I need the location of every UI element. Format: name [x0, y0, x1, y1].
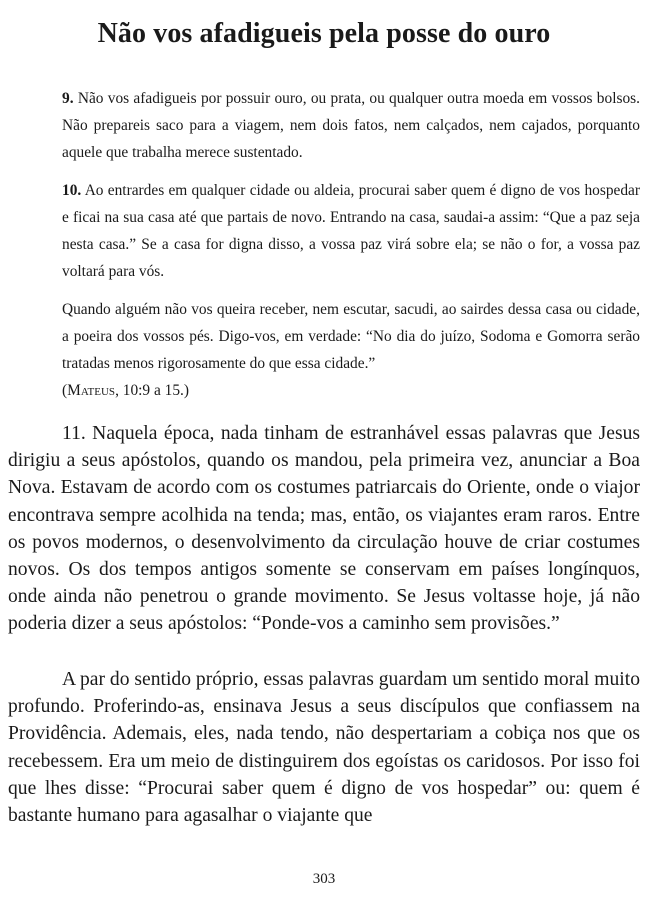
- paragraph-12: [8, 666, 640, 829]
- paragraph-text: Naquela época, nada tinham de estranhável essas palavras que Jesus dirigiu a seus apóstolos, quando os mandou, pela primeira vez, anunciar a Boa Nova. Estavam de acordo com os costumes patriarcais do Oriente, onde o viajor encontrava sempre acolhida na tenda; mas, então, os viajantes eram raros. Entre os povos modernos, o desenvolvimento da circulação houve de criar costumes novos. Os dos tempos antigos somente se conservam em países longínquos, onde ainda não penetrou o grande movimento. Se Jesus voltasse hoje, já não poderia dizer a seus apóstolos: “Ponde-vos a caminho sem provisões.”: [8, 423, 640, 635]
- verse-text: Ao entrardes em qualquer cidade ou aldeia, procurai saber quem é digno de vos hospedar e ficai na sua casa até que partais de novo. Entrando na casa, saudai-a assim: “Que a paz seja nesta casa.” Se a casa for digna disso, a vossa paz virá sobre ela; se não o for, a vossa paz voltará para vós.: [62, 182, 640, 280]
- quote-verse-9: [62, 85, 640, 166]
- page-title: Não vos afadigueis pela posse do ouro: [97, 18, 551, 49]
- paragraph-11: [8, 420, 640, 638]
- paragraph-text: A par do sentido próprio, essas palavras guardam um sentido moral muito profundo. Proferindo-as, ensinava Jesus a seus discípulos que confiassem na Providência. Ademais, eles, nada tendo, não despertariam a cobiça nos que os recebessem. Era um meio de distinguirem dos egoístas os caridosos. Por isso foi que lhes disse: “Procurai saber quem é digno de vos hospedar” ou: quem é bastante humano para agasalhar o viajante que: [8, 669, 640, 827]
- citation-author: Mateus: [67, 382, 116, 399]
- page-number: 303: [312, 871, 336, 887]
- verse-number: 10.: [62, 182, 82, 199]
- citation: (Mateus, 10:9 a 15.): [62, 382, 190, 399]
- quote-verse-10: [62, 177, 640, 285]
- citation-reference: , 10:9 a 15.): [115, 382, 190, 399]
- verse-text: Quando alguém não vos queira receber, nem escutar, sacudi, ao sairdes dessa casa ou cidade, a poeira dos vossos pés. Digo-vos, em verdade: “No dia do juízo, Sodoma e Gomorra serão tratadas menos rigorosamente do que essa cidade.”: [62, 301, 640, 372]
- paragraph-number: 11.: [62, 423, 86, 444]
- verse-text: Não vos afadigueis por possuir ouro, ou prata, ou qualquer outra moeda em vossos bolsos. Não prepareis saco para a viagem, nem dois fatos, nem calçados, nem cajados, porquanto aquele que trabalha merece sustentado.: [62, 90, 640, 161]
- verse-number: 9.: [62, 90, 74, 107]
- quote-verse-continuation: [62, 296, 640, 404]
